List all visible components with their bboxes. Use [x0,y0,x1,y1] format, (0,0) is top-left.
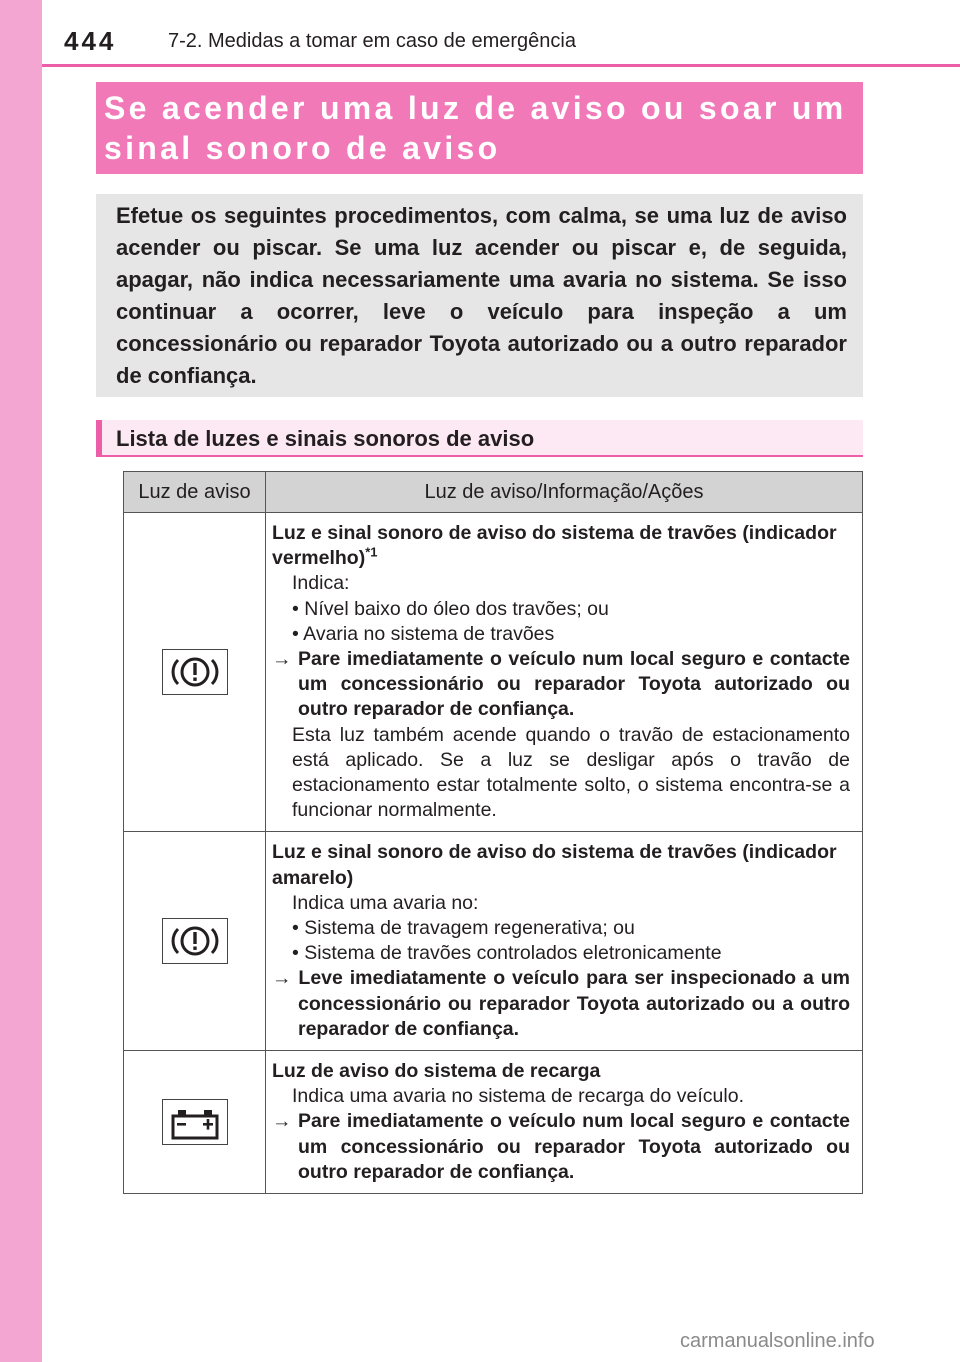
arrow-icon: → [272,648,292,671]
description-cell [266,513,863,832]
table-row [124,513,863,832]
brake-warning-icon [162,649,228,695]
header-warning-light: Luz de aviso [124,472,266,513]
warning-lights-table [123,471,863,1194]
header-info-actions: Luz de aviso/Informação/Ações [266,472,863,513]
arrow-icon: → [272,967,292,990]
intro-box [96,194,863,397]
action-text [272,966,850,1042]
description-cell [266,1051,863,1194]
light-title: Luz e sinal sonoro de aviso do sistema de travões (indicador amarelo) [272,841,837,889]
battery-icon [162,1099,228,1145]
icon-cell [124,513,266,832]
note-text: Esta luz também acende quando o travão de estacionamento está aplicado. Se a luz se desligar após o travão de estacionamento estar totalmente solto, o sistema encontra-se a funcionar normalmente. [292,723,850,822]
subsection-title: Lista de luzes e sinais sonoros de aviso [116,426,535,451]
table-row [124,832,863,1051]
action-text [272,1109,850,1185]
description-cell [266,832,863,1051]
title-banner [96,82,863,174]
section-header: 7-2. Medidas a tomar em caso de emergência [168,30,576,52]
indicates-text: Indica: [292,572,350,595]
brake-warning-icon [162,918,228,964]
action-text-content: Pare imediatamente o veículo num local seguro e contacte um concessionário ou reparador Toyota autorizado ou outro reparador de confiança. [298,648,850,721]
intro-text: Efetue os seguintes procedimentos, com calma, se uma luz de aviso acender ou piscar. Se uma luz acender ou piscar e, de seguida, apagar, não indica necessariamente uma avaria no sistema. Se isso continuar a ocorrer, leve o veículo para inspeção a um concessionário ou reparador Toyota autorizado ou a outro reparador de confiança. [116,203,847,388]
list-item: • Avaria no sistema de travões [272,622,850,647]
action-text-content: Leve imediatamente o veículo para ser inspecionado a um concessionário ou reparador Toyota autorizado ou a outro reparador de confiança. [298,967,850,1040]
light-title: Luz de aviso do sistema de recarga [272,1060,601,1083]
footnote-marker: *1 [365,544,378,560]
indicates-text: Indica uma avaria no sistema de recarga do veículo. [292,1085,744,1108]
header-rule [42,64,960,67]
light-title [272,521,850,571]
action-text-content: Pare imediatamente o veículo num local seguro e contacte um concessionário ou reparador Toyota autorizado ou outro reparador de confiança. [298,1110,850,1183]
page-sidebar-band [0,0,42,1362]
table-header-row [124,472,863,513]
indicates-text: Indica uma avaria no: [292,891,479,914]
page-number: 444 [64,26,117,56]
list-item: • Sistema de travagem regenerativa; ou [272,916,850,941]
arrow-icon: → [272,1110,292,1133]
light-title-text: Luz e sinal sonoro de aviso do sistema de travões (indicador vermelho) [272,522,837,570]
page-title: Se acender uma luz de aviso ou soar um sinal sonoro de aviso [104,90,847,166]
table-row [124,1051,863,1194]
subsection-header [96,420,863,457]
icon-cell [124,1051,266,1194]
action-text [272,647,850,723]
icon-cell [124,832,266,1051]
list-item: • Sistema de travões controlados eletronicamente [272,941,850,966]
watermark: carmanualsonline.info [680,1330,875,1352]
list-item: • Nível baixo do óleo dos travões; ou [272,597,850,622]
